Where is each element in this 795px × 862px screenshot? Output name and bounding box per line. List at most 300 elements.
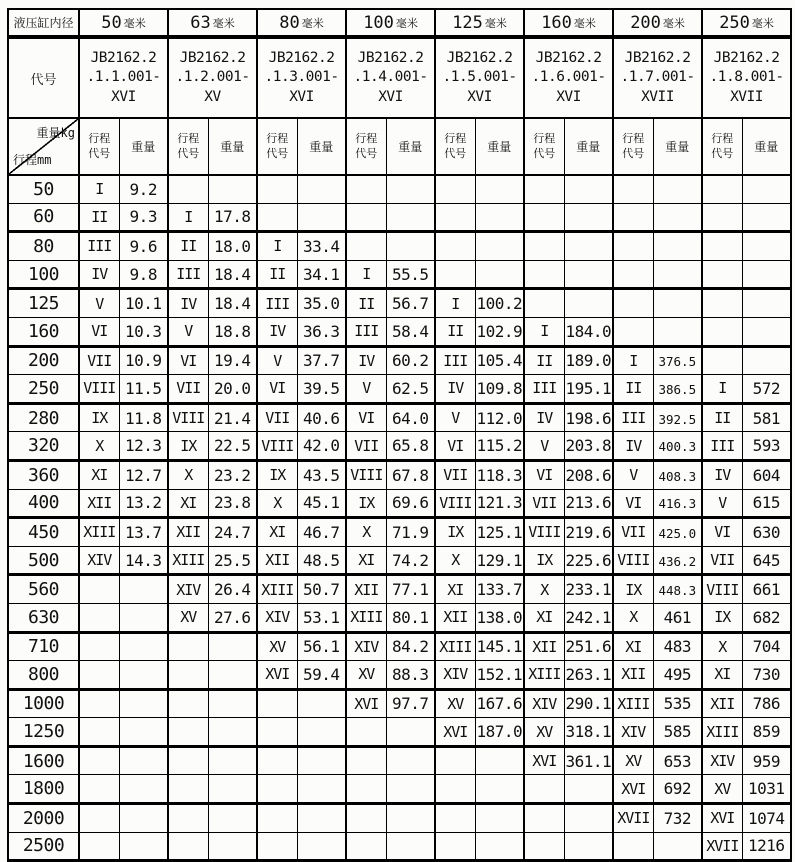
stroke-code-cell — [435, 832, 475, 861]
weight-value: 11.5 — [124, 378, 162, 398]
stroke-code-cell — [346, 203, 386, 232]
weight-value: 105.4 — [476, 351, 523, 371]
bore-size-value: 63 — [190, 12, 211, 33]
jb-code-line1: JB2162.2 — [268, 50, 335, 67]
weight-cell — [475, 403, 524, 432]
weight-cell — [386, 317, 435, 346]
table-row — [8, 746, 791, 775]
weight-value: 461 — [663, 607, 691, 627]
weight-value: 145.1 — [476, 637, 523, 657]
weight-cell — [208, 232, 257, 261]
stroke-code-cell: X — [168, 460, 208, 489]
stroke-code-header-line2: 代号 — [355, 146, 378, 160]
weight-value: 593 — [752, 436, 780, 456]
stroke-code-header-line1: 行程 — [622, 132, 645, 146]
weight-cell — [386, 689, 435, 718]
weight-value: 704 — [752, 637, 780, 657]
weight-cell — [475, 432, 524, 461]
stroke-code-cell: IX — [613, 575, 653, 604]
bore-size-unit: 毫米 — [751, 16, 774, 30]
weight-cell — [742, 375, 791, 404]
weight-value: 692 — [663, 779, 691, 799]
weight-value: 40.6 — [303, 408, 340, 428]
weight-cell — [297, 260, 346, 289]
weight-value: 77.1 — [392, 580, 429, 600]
weight-cell — [297, 718, 346, 747]
stroke-code-cell: VI — [524, 460, 564, 489]
stroke-code-cell: V — [257, 346, 297, 375]
bore-size-unit: 毫米 — [212, 16, 235, 30]
stroke-code-cell — [524, 260, 564, 289]
stroke-code-cell — [79, 575, 119, 604]
bore-size-header — [257, 9, 346, 37]
stroke-code-cell: XV — [257, 632, 297, 661]
stroke-value: 400 — [8, 489, 79, 518]
weight-cell — [475, 518, 524, 547]
weight-cell — [386, 804, 435, 833]
table-row — [8, 575, 791, 604]
stroke-code-cell: XI — [168, 489, 208, 518]
weight-cell — [208, 289, 257, 318]
stroke-code-cell: V — [524, 432, 564, 461]
weight-cell — [386, 661, 435, 690]
stroke-code-cell: III — [702, 432, 742, 461]
stroke-code-cell — [79, 661, 119, 690]
weight-cell — [208, 804, 257, 833]
bore-size-value: 100 — [363, 12, 394, 33]
weight-cell — [119, 403, 168, 432]
weight-value: 167.6 — [476, 694, 523, 714]
weight-value: 645 — [752, 550, 780, 570]
weight-cell — [386, 260, 435, 289]
weight-value: 225.6 — [565, 550, 612, 570]
weight-cell — [742, 232, 791, 261]
stroke-code-cell: V — [702, 489, 742, 518]
stroke-value: 250 — [8, 375, 79, 404]
stroke-code-header-line1: 行程 — [177, 132, 200, 146]
weight-value: 386.5 — [658, 381, 697, 397]
weight-cell — [119, 661, 168, 690]
weight-cell — [653, 317, 702, 346]
stroke-code-cell — [524, 175, 564, 203]
stroke-code-cell: V — [346, 375, 386, 404]
stroke-code-cell — [702, 203, 742, 232]
weight-cell — [653, 603, 702, 632]
weight-cell — [742, 518, 791, 547]
jb-code-line3: XVI — [556, 88, 581, 105]
weight-cell — [208, 203, 257, 232]
stroke-code-cell: IV — [435, 375, 475, 404]
weight-value: 1074 — [748, 808, 785, 828]
weight-header: 重量 — [475, 118, 524, 175]
bore-size-unit: 毫米 — [301, 16, 324, 30]
stroke-code-cell — [524, 804, 564, 833]
weight-cell — [742, 689, 791, 718]
jb-code-line1: JB2162.2 — [357, 50, 424, 67]
stroke-code-cell: III — [79, 232, 119, 261]
jb-code — [79, 37, 168, 118]
stroke-code-cell: I — [257, 232, 297, 261]
stroke-code-header-line2: 代号 — [444, 146, 467, 160]
table-row — [8, 346, 791, 375]
stroke-code-cell: X — [613, 603, 653, 632]
stroke-code-cell: I — [613, 346, 653, 375]
stroke-code-cell — [79, 603, 119, 632]
stroke-code-cell: XI — [79, 460, 119, 489]
weight-value: 138.0 — [476, 607, 523, 627]
weight-value: 290.1 — [565, 694, 612, 714]
table-row — [8, 403, 791, 432]
stroke-value: 450 — [8, 518, 79, 547]
stroke-code-cell: VIII — [435, 489, 475, 518]
weight-cell — [119, 260, 168, 289]
stroke-code-cell: VIII — [524, 518, 564, 547]
stroke-code-header — [524, 118, 564, 175]
weight-cell — [297, 575, 346, 604]
stroke-code-header-line2: 代号 — [533, 146, 556, 160]
weight-value: 581 — [752, 408, 780, 428]
stroke-value: 320 — [8, 432, 79, 461]
bore-size-row — [8, 9, 791, 37]
weight-cell — [386, 775, 435, 804]
weight-value: 71.9 — [392, 522, 429, 542]
weight-value: 17.8 — [214, 207, 251, 227]
weight-value: 630 — [752, 522, 780, 542]
jb-code-line3: XVI — [467, 88, 492, 105]
stroke-code-cell: XV — [435, 689, 475, 718]
weight-cell — [564, 689, 613, 718]
jb-code-line1: JB2162.2 — [179, 50, 246, 67]
weight-value: 88.3 — [392, 664, 429, 684]
weight-value: 36.3 — [303, 321, 340, 341]
weight-cell — [742, 432, 791, 461]
stroke-code-cell — [524, 203, 564, 232]
weight-value: 33.4 — [303, 236, 340, 256]
weight-value: 43.5 — [303, 465, 340, 485]
stroke-code-cell: III — [168, 260, 208, 289]
weight-value: 11.8 — [124, 408, 162, 428]
weight-cell — [119, 175, 168, 203]
weight-cell — [208, 718, 257, 747]
weight-cell — [119, 603, 168, 632]
stroke-code-cell: VII — [346, 432, 386, 461]
weight-value: 35.0 — [303, 294, 340, 314]
weight-cell — [564, 260, 613, 289]
stroke-code-cell — [524, 775, 564, 804]
stroke-code-cell: IX — [702, 603, 742, 632]
weight-value: 13.2 — [124, 493, 162, 513]
weight-value: 67.8 — [392, 465, 429, 485]
stroke-code-cell — [79, 718, 119, 747]
weight-cell — [653, 203, 702, 232]
weight-cell — [653, 346, 702, 375]
weight-cell — [653, 403, 702, 432]
stroke-code-cell: XI — [524, 603, 564, 632]
bore-size-unit: 毫米 — [395, 16, 418, 30]
weight-value: 23.2 — [214, 465, 251, 485]
stroke-code-cell: III — [346, 317, 386, 346]
stroke-code-cell: VII — [79, 346, 119, 375]
weight-cell — [475, 175, 524, 203]
bore-size-unit: 毫米 — [573, 16, 596, 30]
weight-cell — [208, 317, 257, 346]
weight-value: 10.1 — [124, 294, 162, 314]
stroke-code-cell — [524, 832, 564, 861]
stroke-code-cell — [435, 175, 475, 203]
stroke-code-cell — [257, 775, 297, 804]
stroke-code-cell — [257, 804, 297, 833]
weight-cell — [653, 632, 702, 661]
weight-cell — [208, 632, 257, 661]
stroke-code-cell: XIII — [257, 575, 297, 604]
stroke-code-cell — [702, 260, 742, 289]
stroke-code-cell — [702, 175, 742, 203]
stroke-code-cell: XII — [435, 603, 475, 632]
weight-cell — [564, 718, 613, 747]
table-row — [8, 518, 791, 547]
weight-header: 重量 — [297, 118, 346, 175]
weight-value: 495 — [663, 664, 691, 684]
weight-value: 10.9 — [124, 351, 162, 371]
jb-code-line2: .1.5.001- — [442, 69, 517, 86]
stroke-code-cell — [435, 260, 475, 289]
weight-value: 53.1 — [303, 607, 340, 627]
bore-diameter-label: 液压缸内径 — [8, 9, 79, 37]
stroke-code-cell: IV — [702, 460, 742, 489]
weight-cell — [297, 375, 346, 404]
stroke-code-cell: IX — [257, 460, 297, 489]
jb-code-line3: XV — [204, 88, 221, 105]
weight-value: 18.0 — [214, 236, 251, 256]
weight-cell — [653, 804, 702, 833]
weight-cell — [653, 718, 702, 747]
bore-size-header — [79, 9, 168, 37]
weight-cell — [297, 232, 346, 261]
jb-code — [168, 37, 257, 118]
weight-value: 219.6 — [565, 522, 612, 542]
weight-value: 959 — [752, 751, 780, 771]
stroke-code-cell: XIV — [168, 575, 208, 604]
weight-cell — [564, 317, 613, 346]
weight-value: 55.5 — [392, 264, 429, 284]
stroke-code-cell — [168, 775, 208, 804]
weight-value: 572 — [752, 378, 780, 398]
stroke-code-header — [702, 118, 742, 175]
weight-stroke-corner-cell — [8, 118, 79, 175]
weight-cell — [653, 775, 702, 804]
weight-value: 39.5 — [303, 378, 340, 398]
weight-value: 102.9 — [476, 321, 523, 341]
table-row — [8, 203, 791, 232]
jb-code-line1: JB2162.2 — [535, 50, 602, 67]
stroke-code-cell: XV — [346, 661, 386, 690]
jb-code — [702, 37, 791, 118]
stroke-code-cell — [79, 632, 119, 661]
stroke-code-cell: IX — [435, 518, 475, 547]
weight-cell — [208, 489, 257, 518]
weight-value: 25.5 — [214, 550, 251, 570]
weight-value: 9.2 — [129, 179, 157, 199]
weight-cell — [564, 460, 613, 489]
weight-cell — [564, 603, 613, 632]
weight-value: 189.0 — [565, 351, 612, 371]
weight-cell — [386, 603, 435, 632]
weight-value: 9.3 — [129, 207, 157, 227]
weight-value: 203.8 — [565, 436, 612, 456]
jb-code — [435, 37, 524, 118]
stroke-code-header-line1: 行程 — [444, 132, 467, 146]
weight-cell — [564, 375, 613, 404]
bore-size-unit: 毫米 — [662, 16, 685, 30]
weight-cell — [208, 775, 257, 804]
stroke-code-cell — [613, 175, 653, 203]
weight-cell — [386, 518, 435, 547]
weight-cell — [653, 746, 702, 775]
stroke-value: 125 — [8, 289, 79, 318]
stroke-code-cell: I — [79, 175, 119, 203]
jb-code-line2: .1.3.001- — [264, 69, 339, 86]
stroke-code-header — [79, 118, 119, 175]
weight-cell — [742, 260, 791, 289]
stroke-value: 200 — [8, 346, 79, 375]
stroke-code-cell: IX — [79, 403, 119, 432]
weight-cell — [653, 489, 702, 518]
table-row — [8, 718, 791, 747]
weight-cell — [208, 546, 257, 575]
weight-value: 13.7 — [124, 522, 162, 542]
stroke-code-cell: IX — [346, 489, 386, 518]
weight-value: 50.7 — [303, 580, 340, 600]
weight-value: 27.6 — [214, 607, 251, 627]
stroke-code-cell — [168, 661, 208, 690]
stroke-code-cell: X — [435, 546, 475, 575]
weight-cell — [475, 689, 524, 718]
weight-cell — [297, 661, 346, 690]
stroke-code-cell — [346, 832, 386, 861]
stroke-code-cell — [79, 775, 119, 804]
stroke-code-cell — [346, 175, 386, 203]
stroke-code-cell — [168, 832, 208, 861]
weight-value: 12.7 — [124, 465, 162, 485]
weight-cell — [297, 546, 346, 575]
stroke-code-cell: XIV — [79, 546, 119, 575]
weight-cell — [297, 317, 346, 346]
stroke-code-cell: II — [79, 203, 119, 232]
stroke-code-cell — [613, 260, 653, 289]
stroke-code-header-line1: 行程 — [88, 132, 111, 146]
weight-cell — [386, 289, 435, 318]
stroke-code-cell: II — [168, 232, 208, 261]
weight-cell — [119, 518, 168, 547]
stroke-code-cell: XIV — [702, 746, 742, 775]
weight-value: 100.2 — [476, 294, 523, 314]
weight-value: 34.1 — [303, 264, 340, 284]
stroke-code-header-line1: 行程 — [355, 132, 378, 146]
weight-cell — [564, 518, 613, 547]
weight-value: 1031 — [748, 779, 785, 799]
weight-value: 109.8 — [476, 378, 523, 398]
jb-code-line1: JB2162.2 — [446, 50, 513, 67]
weight-cell — [653, 518, 702, 547]
stroke-code-cell — [613, 289, 653, 318]
weight-cell — [475, 375, 524, 404]
weight-cell — [386, 346, 435, 375]
stroke-code-cell: III — [613, 403, 653, 432]
stroke-code-cell: XI — [346, 546, 386, 575]
stroke-code-header-line2: 代号 — [88, 146, 111, 160]
jb-code — [346, 37, 435, 118]
table-row — [8, 317, 791, 346]
weight-cell — [119, 718, 168, 747]
weight-value: 26.4 — [214, 580, 251, 600]
stroke-code-cell: XVI — [435, 718, 475, 747]
weight-cell — [386, 432, 435, 461]
stroke-code-cell: IX — [524, 546, 564, 575]
stroke-code-cell: IV — [257, 317, 297, 346]
bore-size-header — [435, 9, 524, 37]
weight-cell — [119, 375, 168, 404]
stroke-code-cell: XII — [257, 546, 297, 575]
table-row — [8, 375, 791, 404]
bore-size-unit: 毫米 — [123, 16, 146, 30]
weight-cell — [475, 718, 524, 747]
stroke-code-cell — [168, 689, 208, 718]
weight-value: 1216 — [748, 836, 785, 856]
table-row — [8, 489, 791, 518]
stroke-code-header-line1: 行程 — [711, 132, 734, 146]
stroke-code-cell: XV — [524, 718, 564, 747]
weight-cell — [119, 775, 168, 804]
weight-cell — [742, 718, 791, 747]
weight-value: 730 — [752, 664, 780, 684]
weight-cell — [564, 403, 613, 432]
table-row — [8, 632, 791, 661]
stroke-code-cell: XI — [702, 661, 742, 690]
weight-cell — [653, 289, 702, 318]
stroke-code-header — [346, 118, 386, 175]
weight-value: 9.6 — [129, 236, 157, 256]
bore-size-value: 160 — [541, 12, 572, 33]
stroke-code-cell: XIV — [435, 661, 475, 690]
weight-value: 233.1 — [565, 580, 612, 600]
stroke-value: 800 — [8, 661, 79, 690]
stroke-code-cell — [435, 232, 475, 261]
weight-value: 732 — [663, 808, 691, 828]
weight-cell — [653, 375, 702, 404]
weight-value: 184.0 — [565, 321, 612, 341]
weight-cell — [475, 489, 524, 518]
weight-cell — [119, 460, 168, 489]
weight-cell — [475, 632, 524, 661]
weight-cell — [119, 832, 168, 861]
stroke-code-cell: X — [346, 518, 386, 547]
stroke-code-cell: I — [524, 317, 564, 346]
weight-cell — [297, 432, 346, 461]
weight-cell — [208, 260, 257, 289]
weight-value: 318.1 — [565, 722, 612, 742]
stroke-code-header-line2: 代号 — [711, 146, 734, 160]
stroke-code-cell — [702, 232, 742, 261]
stroke-code-cell: V — [435, 403, 475, 432]
weight-value: 129.1 — [476, 550, 523, 570]
bore-size-header — [346, 9, 435, 37]
stroke-code-cell: X — [79, 432, 119, 461]
jb-code-line2: .1.8.001- — [709, 69, 784, 86]
weight-cell — [475, 775, 524, 804]
stroke-code-header — [613, 118, 653, 175]
table-row — [8, 546, 791, 575]
weight-value: 408.3 — [658, 468, 697, 484]
